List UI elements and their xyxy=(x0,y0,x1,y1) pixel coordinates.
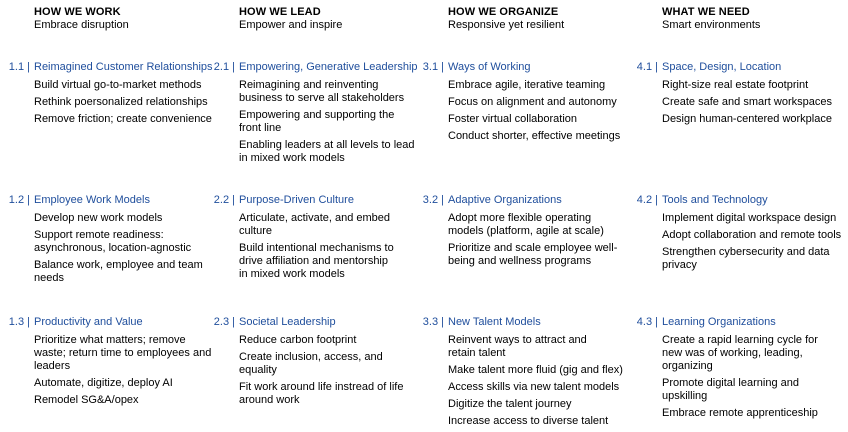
list-item: Foster virtual collaboration xyxy=(448,113,578,125)
section-number-wrap: 1.1 | xyxy=(8,61,30,73)
column-title: HOW WE ORGANIZE xyxy=(448,6,559,18)
list-item: Make talent more fluid (gig and flex) xyxy=(448,364,623,376)
item-list xyxy=(239,79,417,165)
section-heading xyxy=(8,316,212,329)
list-item: Promote digital learning and upskilling xyxy=(662,377,799,402)
section-title: Societal Leadership xyxy=(239,316,336,328)
section-1-1 xyxy=(8,61,213,130)
list-item: Adopt more flexible operating models (platform, agile at scale) xyxy=(448,212,604,237)
section-3-1 xyxy=(422,61,628,147)
list-item: Fit work around life instread of life around work xyxy=(239,381,404,406)
section-heading xyxy=(636,194,842,207)
section-heading xyxy=(213,316,407,329)
list-item: Increase access to diverse talent xyxy=(448,415,609,427)
section-1-2 xyxy=(8,194,212,289)
section-number: 3.3 xyxy=(422,316,439,328)
section-heading xyxy=(8,194,212,207)
section-title: Space, Design, Location xyxy=(662,61,782,73)
item-list xyxy=(34,79,212,126)
list-item: Automate, digitize, deploy AI xyxy=(34,377,173,389)
item-list xyxy=(239,212,397,281)
column-header-organize xyxy=(448,6,564,32)
section-heading xyxy=(213,61,418,74)
column-subtitle: Responsive yet resilient xyxy=(448,19,565,31)
item-list xyxy=(662,79,842,126)
list-item: Empowering and supporting the front line xyxy=(239,109,395,134)
column-subtitle: Embrace disruption xyxy=(34,19,129,31)
section-number-wrap: 2.3 | xyxy=(213,316,235,328)
section-number-wrap: 3.1 | xyxy=(422,61,444,73)
list-item: Enabling leaders at all levels to lead in mixed work models xyxy=(239,139,415,164)
section-number-wrap: 4.1 | xyxy=(636,61,658,73)
item-list xyxy=(662,212,842,272)
section-number: 3.1 xyxy=(422,61,439,73)
list-item: Reinvent ways to attract and retain talent xyxy=(448,334,587,359)
section-4-2 xyxy=(636,194,842,276)
section-number-wrap: 4.3 | xyxy=(636,316,658,328)
column-title: HOW WE WORK xyxy=(34,6,121,18)
item-list xyxy=(239,334,407,407)
list-item: Digitize the talent journey xyxy=(448,398,572,410)
list-item: Conduct shorter, effective meetings xyxy=(448,130,621,142)
item-list xyxy=(448,334,628,428)
section-heading xyxy=(422,61,628,74)
list-item: Prioritize what matters; remove waste; return time to employees and leaders xyxy=(34,334,212,372)
section-heading xyxy=(422,194,620,207)
list-item: Create a rapid learning cycle for new was of working, leading, organizing xyxy=(662,334,818,372)
section-number-wrap: 4.2 | xyxy=(636,194,658,206)
section-heading xyxy=(8,61,213,74)
section-number-wrap: 3.2 | xyxy=(422,194,444,206)
section-number: 2.1 xyxy=(213,61,230,73)
list-item: Reimagining and reinventing business to serve all stakeholders xyxy=(239,79,405,104)
section-title: New Talent Models xyxy=(448,316,541,328)
list-item: Balance work, employee and team needs xyxy=(34,259,203,284)
section-2-1 xyxy=(213,61,418,169)
list-item: Strengthen cybersecurity and data privacy xyxy=(662,246,830,271)
section-2-2 xyxy=(213,194,397,285)
section-title: Learning Organizations xyxy=(662,316,776,328)
list-item: Remove friction; create convenience xyxy=(34,113,212,125)
list-item: Support remote readiness: asynchronous, location-agnostic xyxy=(34,229,192,254)
section-number: 2.3 xyxy=(213,316,230,328)
list-item: Embrace agile, iterative teaming xyxy=(448,79,606,91)
column-subtitle: Empower and inspire xyxy=(239,19,343,31)
section-3-2 xyxy=(422,194,620,272)
list-item: Rethink poersonalized relationships xyxy=(34,96,208,108)
section-heading xyxy=(213,194,397,207)
section-number-wrap: 1.3 | xyxy=(8,316,30,328)
section-4-1 xyxy=(636,61,842,130)
section-heading xyxy=(636,61,842,74)
section-title: Tools and Technology xyxy=(662,194,768,206)
section-1-3 xyxy=(8,316,212,411)
list-item: Adopt collaboration and remote tools xyxy=(662,229,842,241)
list-item: Remodel SG&A/opex xyxy=(34,394,139,406)
list-item: Create safe and smart workspaces xyxy=(662,96,832,108)
list-item: Create inclusion, access, and equality xyxy=(239,351,383,376)
section-number: 1.2 xyxy=(8,194,25,206)
list-item: Develop new work models xyxy=(34,212,163,224)
column-subtitle: Smart environments xyxy=(662,19,761,31)
section-number: 4.3 xyxy=(636,316,653,328)
item-list xyxy=(448,212,620,268)
section-number: 2.2 xyxy=(213,194,230,206)
item-list xyxy=(448,79,628,143)
section-number: 1.1 xyxy=(8,61,25,73)
column-header-need xyxy=(662,6,760,32)
list-item: Articulate, activate, and embed culture xyxy=(239,212,391,237)
section-number: 4.1 xyxy=(636,61,653,73)
list-item: Reduce carbon footprint xyxy=(239,334,357,346)
section-title: Reimagined Customer Relationships xyxy=(34,61,213,73)
column-title: WHAT WE NEED xyxy=(662,6,750,18)
list-item: Implement digital workspace design xyxy=(662,212,837,224)
list-item: Access skills via new talent models xyxy=(448,381,620,393)
section-number-wrap: 1.2 | xyxy=(8,194,30,206)
section-4-3 xyxy=(636,316,830,424)
section-title: Employee Work Models xyxy=(34,194,150,206)
list-item: Build intentional mechanisms to drive affiliation and mentorship in mixed work models xyxy=(239,242,394,280)
list-item: Embrace remote apprenticeship xyxy=(662,407,818,419)
column-header-work xyxy=(34,6,129,32)
item-list xyxy=(662,334,830,420)
section-number: 4.2 xyxy=(636,194,653,206)
section-title: Purpose-Driven Culture xyxy=(239,194,354,206)
column-header-lead xyxy=(239,6,342,32)
item-list xyxy=(34,334,212,407)
column-title: HOW WE LEAD xyxy=(239,6,321,18)
section-title: Ways of Working xyxy=(448,61,531,73)
section-title: Adaptive Organizations xyxy=(448,194,562,206)
section-number: 3.2 xyxy=(422,194,439,206)
section-3-3 xyxy=(422,316,628,432)
list-item: Prioritize and scale employee well-being and wellness programs xyxy=(448,242,618,267)
section-number-wrap: 2.1 | xyxy=(213,61,235,73)
section-number-wrap: 2.2 | xyxy=(213,194,235,206)
section-heading xyxy=(636,316,830,329)
section-number: 1.3 xyxy=(8,316,25,328)
list-item: Focus on alignment and autonomy xyxy=(448,96,617,108)
list-item: Build virtual go-to-market methods xyxy=(34,79,202,91)
list-item: Right-size real estate footprint xyxy=(662,79,809,91)
section-2-3 xyxy=(213,316,407,411)
section-number-wrap: 3.3 | xyxy=(422,316,444,328)
section-title: Empowering, Generative Leadership xyxy=(239,61,418,73)
list-item: Design human-centered workplace xyxy=(662,113,832,125)
section-heading xyxy=(422,316,628,329)
section-title: Productivity and Value xyxy=(34,316,143,328)
item-list xyxy=(34,212,212,285)
